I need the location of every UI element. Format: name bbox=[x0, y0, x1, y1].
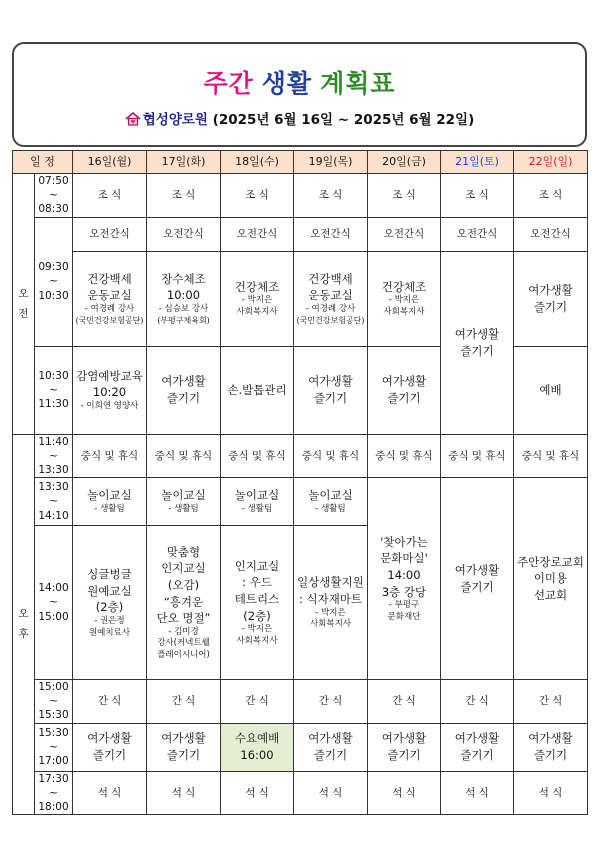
wed-pm-program-2: 인지교실 : 우드 테트리스 (2층) - 박지은 사회복지사 bbox=[221, 526, 294, 680]
lunch-cell: 중식 및 휴식 bbox=[514, 434, 588, 478]
tue-am-program: 장수체조 10:00 - 심승보 강사 (부평구체육회) bbox=[147, 251, 221, 346]
row-lunch bbox=[13, 434, 588, 478]
wed-am-program: 건강체조 - 박지은 사회복지사 bbox=[221, 251, 294, 346]
thu-am-program-2: 여가생활 즐기기 bbox=[294, 346, 368, 434]
snack-pm-cell: 간 식 bbox=[147, 680, 221, 724]
breakfast-cell: 조 식 bbox=[73, 174, 147, 218]
row-pm-program-1 bbox=[13, 478, 588, 526]
dinner-cell: 석 식 bbox=[147, 771, 221, 815]
snack-cell: 오전간식 bbox=[294, 217, 368, 251]
snack-pm-cell: 간 식 bbox=[441, 680, 514, 724]
snack-cell: 오전간식 bbox=[368, 217, 441, 251]
dinner-cell: 석 식 bbox=[441, 771, 514, 815]
tue-am-program-2: 여가생활 즐기기 bbox=[147, 346, 221, 434]
time-cell: 15:30 ~ 17:00 bbox=[35, 723, 73, 771]
snack-cell: 오전간식 bbox=[441, 217, 514, 251]
mon-pm-program-2: 싱글벙글 원예교실 (2층) - 권은정 원예치료사 bbox=[73, 526, 147, 680]
lunch-cell: 중식 및 휴식 bbox=[294, 434, 368, 478]
leisure-cell: 여가생활 즐기기 bbox=[147, 723, 221, 771]
mon-pm-program: 놀이교실 - 생활팀 bbox=[73, 478, 147, 526]
org-name: 협성양로원 bbox=[142, 112, 208, 128]
breakfast-cell: 조 식 bbox=[294, 174, 368, 218]
date-range: (2025년 6월 16일 ~ 2025년 6월 22일) bbox=[212, 112, 475, 128]
date-header: 일 정 bbox=[13, 151, 73, 174]
snack-pm-cell: 간 식 bbox=[73, 680, 147, 724]
row-dinner bbox=[13, 771, 588, 815]
day-tue: 17일(화) bbox=[147, 151, 221, 174]
dinner-cell: 석 식 bbox=[73, 771, 147, 815]
day-sun: 22일(일) bbox=[514, 151, 588, 174]
fri-am-program-2: 여가생활 즐기기 bbox=[368, 346, 441, 434]
leisure-cell: 여가생활 즐기기 bbox=[368, 723, 441, 771]
day-wed: 18일(수) bbox=[221, 151, 294, 174]
breakfast-cell: 조 식 bbox=[368, 174, 441, 218]
lunch-cell: 중식 및 휴식 bbox=[147, 434, 221, 478]
sat-am-program: 여가생활 즐기기 bbox=[441, 251, 514, 434]
snack-cell: 오전간식 bbox=[221, 217, 294, 251]
lunch-cell: 중식 및 휴식 bbox=[441, 434, 514, 478]
leisure-cell: 여가생활 즐기기 bbox=[441, 723, 514, 771]
leisure-cell: 여가생활 즐기기 bbox=[294, 723, 368, 771]
title-word-2: 생활 bbox=[261, 69, 313, 98]
title-word-1: 주간 bbox=[203, 69, 254, 98]
lunch-cell: 중식 및 휴식 bbox=[73, 434, 147, 478]
dinner-cell: 석 식 bbox=[221, 771, 294, 815]
day-fri: 20일(금) bbox=[368, 151, 441, 174]
lunch-cell: 중식 및 휴식 bbox=[368, 434, 441, 478]
snack-cell: 오전간식 bbox=[147, 217, 221, 251]
row-am-program-1 bbox=[13, 251, 588, 346]
snack-pm-cell: 간 식 bbox=[514, 680, 588, 724]
day-thu: 19일(목) bbox=[294, 151, 368, 174]
day-sat: 21일(토) bbox=[441, 151, 514, 174]
subtitle bbox=[14, 108, 585, 130]
time-cell: 07:50 ~ 08:30 bbox=[35, 174, 73, 218]
row-pm-leisure bbox=[13, 723, 588, 771]
sun-pm-program: 주안장로교회 이미용 선교회 bbox=[514, 478, 588, 680]
breakfast-cell: 조 식 bbox=[147, 174, 221, 218]
wed-pm-program: 놀이교실 - 생활팀 bbox=[221, 478, 294, 526]
period-am: 오 전 bbox=[13, 174, 35, 435]
leisure-cell: 여가생활 즐기기 bbox=[73, 723, 147, 771]
sun-am-program-2: 예배 bbox=[514, 346, 588, 434]
time-cell: 11:40 ~ 13:30 bbox=[35, 434, 73, 478]
breakfast-cell: 조 식 bbox=[441, 174, 514, 218]
title-frame bbox=[12, 42, 587, 147]
header-row bbox=[13, 151, 588, 174]
snack-pm-cell: 간 식 bbox=[368, 680, 441, 724]
thu-pm-program-2: 일상생활지원 : 식자재마트 - 박지은 사회복지사 bbox=[294, 526, 368, 680]
fri-pm-program: '찾아가는 문화마실' 14:00 3층 강당 - 부평구 문화재단 bbox=[368, 478, 441, 680]
time-cell: 15:00 ~ 15:30 bbox=[35, 680, 73, 724]
day-mon: 16일(월) bbox=[73, 151, 147, 174]
time-cell: 10:30 ~ 11:30 bbox=[35, 346, 73, 434]
time-cell: 14:00 ~ 15:00 bbox=[35, 526, 73, 680]
row-am-snack bbox=[13, 217, 588, 251]
house-icon bbox=[125, 112, 141, 130]
snack-pm-cell: 간 식 bbox=[221, 680, 294, 724]
wed-service-cell: 수요예배 16:00 bbox=[221, 723, 294, 771]
period-pm: 오 후 bbox=[13, 434, 35, 815]
dinner-cell: 석 식 bbox=[368, 771, 441, 815]
leisure-cell: 여가생활 즐기기 bbox=[514, 723, 588, 771]
snack-pm-cell: 간 식 bbox=[294, 680, 368, 724]
thu-am-program: 건강백세 운동교실 - 여경례 강사 (국민건강보험공단) bbox=[294, 251, 368, 346]
wed-am-program-2: 손.발톱관리 bbox=[221, 346, 294, 434]
time-cell: 13:30 ~ 14:10 bbox=[35, 478, 73, 526]
tue-pm-program-2: 맞춤형 인지교실 (오감) “흥겨운 단오 명절” - 김미경 강사(커넥트웰 플레이시니어) bbox=[147, 526, 221, 680]
title-word-3: 계획표 bbox=[320, 69, 396, 98]
mon-am-program-2: 감염예방교육 10:20 - 이희연 영양사 bbox=[73, 346, 147, 434]
snack-cell: 오전간식 bbox=[514, 217, 588, 251]
mon-am-program: 건강백세 운동교실 - 여경례 강사 (국민건강보험공단) bbox=[73, 251, 147, 346]
sat-pm-program: 여가생활 즐기기 bbox=[441, 478, 514, 680]
breakfast-cell: 조 식 bbox=[514, 174, 588, 218]
weekly-schedule-table bbox=[12, 150, 588, 815]
row-pm-snack bbox=[13, 680, 588, 724]
sun-am-program: 여가생활 즐기기 bbox=[514, 251, 588, 346]
dinner-cell: 석 식 bbox=[294, 771, 368, 815]
time-cell: 17:30 ~ 18:00 bbox=[35, 771, 73, 815]
row-breakfast bbox=[13, 174, 588, 218]
thu-pm-program: 놀이교실 - 생활팀 bbox=[294, 478, 368, 526]
breakfast-cell: 조 식 bbox=[221, 174, 294, 218]
time-cell: 09:30 ~ 10:30 bbox=[35, 217, 73, 346]
dinner-cell: 석 식 bbox=[514, 771, 588, 815]
tue-pm-program: 놀이교실 - 생활팀 bbox=[147, 478, 221, 526]
lunch-cell: 중식 및 휴식 bbox=[221, 434, 294, 478]
fri-am-program: 건강체조 - 박지은 사회복지사 bbox=[368, 251, 441, 346]
page-title bbox=[14, 64, 585, 100]
snack-cell: 오전간식 bbox=[73, 217, 147, 251]
